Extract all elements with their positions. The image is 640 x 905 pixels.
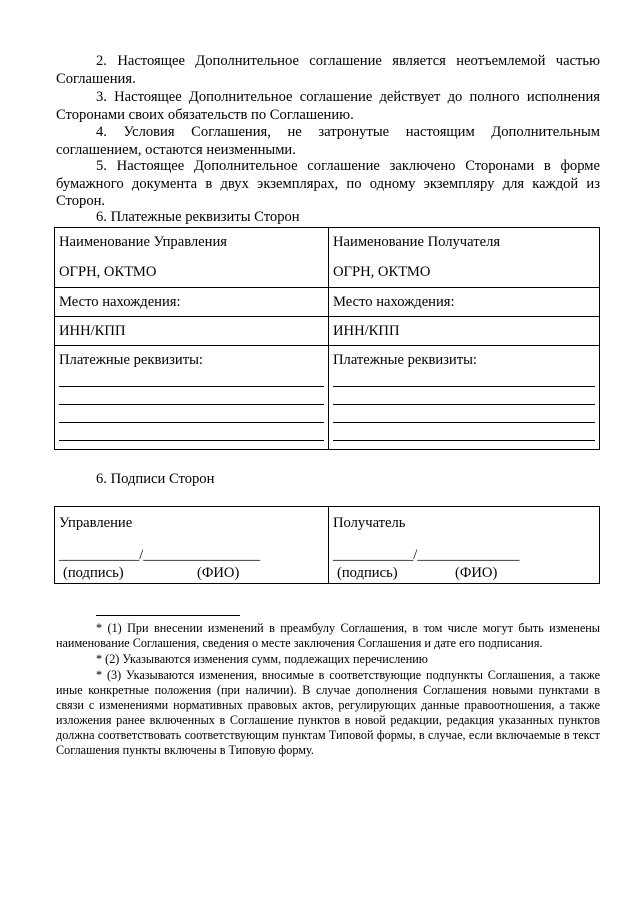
footnote-separator (96, 615, 240, 616)
left-party-label: Управление (59, 515, 133, 531)
left-name-label: Наименование Управления (59, 234, 227, 250)
requisites-row-name (55, 228, 600, 288)
requisites-right-location-cell (329, 288, 600, 317)
paragraph-2-text: 2. Настоящее Дополнительное соглашение является неотъемлемой частью Соглашения. (56, 53, 600, 87)
footnote-3-text: * (3) Указываются изменения, вносимые в соответствующие подпункты Соглашения, а также иные конкретные положения (при наличии). В случае дополнения Соглашения новыми пунктами в связи с изменениями нормативных правовых актов, регулирующих данные правоотношения, а также изложения ранее включенных в Соглашение пунктов в новой редакции, редакция указанных пунктов должна соответствовать соответствующим пунктам Типовой формы, в случае, если включаемые в текст Соглашения пункты включены в Типовую форму. (56, 668, 600, 757)
signatures-heading: 6. Подписи Сторон (96, 471, 215, 487)
requisites-heading: 6. Платежные реквизиты Сторон (96, 209, 300, 225)
right-fill-line (333, 386, 595, 387)
right-signature-line: ___________/______________ (333, 547, 520, 563)
footnote-1-text: * (1) При внесении изменений в преамбулу Соглашения, в том числе могут быть изменены наименование Соглашения, сведения о месте заключения Соглашения и дате его подписания. (56, 621, 600, 650)
left-fill-line (59, 386, 324, 387)
requisites-row-payment (55, 346, 600, 450)
left-ogrn-label: ОГРН, ОКТМО (59, 264, 157, 280)
right-party-label: Получатель (333, 515, 406, 531)
left-signature-captions (59, 564, 324, 582)
footnote-2-text: * (2) Указываются изменения сумм, подлежащих перечислению (96, 652, 428, 666)
requisites-row-inn (55, 317, 600, 346)
requisites-left-name-cell (55, 228, 329, 288)
left-payment-label: Платежные реквизиты: (59, 352, 203, 368)
left-fill-line (59, 404, 324, 405)
footnote-2 (56, 652, 600, 667)
requisites-left-location-cell (55, 288, 329, 317)
requisites-right-payment-cell (329, 346, 600, 450)
footnote-3 (56, 668, 600, 758)
requisites-left-inn-cell (55, 317, 329, 346)
requisites-right-inn-cell (329, 317, 600, 346)
paragraph-5 (56, 158, 600, 211)
left-signature-line: ___________/________________ (59, 547, 261, 563)
right-fill-line (333, 404, 595, 405)
right-sign-caption: (подпись) (337, 565, 398, 581)
paragraph-3 (56, 89, 600, 124)
paragraph-4-text: 4. Условия Соглашения, не затронутые настоящим Дополнительным соглашением, остаются неизменными. (56, 124, 600, 158)
signature-left-cell (55, 507, 329, 584)
right-fio-caption: (ФИО) (455, 565, 498, 581)
left-fill-line (59, 422, 324, 423)
left-inn-label: ИНН/КПП (59, 323, 126, 339)
footnote-1 (56, 621, 600, 651)
right-ogrn-label: ОГРН, ОКТМО (333, 264, 431, 280)
paragraph-5-text: 5. Настоящее Дополнительное соглашение заключено Сторонами в форме бумажного документа в двух экземплярах, по одному экземпляру для каждой из Сторон. (56, 158, 600, 209)
paragraph-2 (56, 53, 600, 88)
left-fill-line (59, 440, 324, 441)
right-name-label: Наименование Получателя (333, 234, 501, 250)
paragraph-4 (56, 124, 600, 159)
requisites-right-name-cell (329, 228, 600, 288)
paragraph-3-text: 3. Настоящее Дополнительное соглашение действует до полного исполнения Сторонами своих обязательств по Соглашению. (56, 89, 600, 123)
signature-right-cell (329, 507, 600, 584)
left-sign-caption: (подпись) (63, 565, 124, 581)
right-signature-captions (333, 564, 595, 582)
left-location-label: Место нахождения: (59, 294, 181, 310)
requisites-row-location (55, 288, 600, 317)
requisites-left-payment-cell (55, 346, 329, 450)
requisites-table (54, 227, 600, 450)
right-payment-label: Платежные реквизиты: (333, 352, 477, 368)
right-fill-line (333, 440, 595, 441)
right-location-label: Место нахождения: (333, 294, 455, 310)
right-fill-line (333, 422, 595, 423)
signatures-table (54, 506, 600, 584)
signatures-row (55, 507, 600, 584)
left-fio-caption: (ФИО) (197, 565, 240, 581)
right-inn-label: ИНН/КПП (333, 323, 400, 339)
